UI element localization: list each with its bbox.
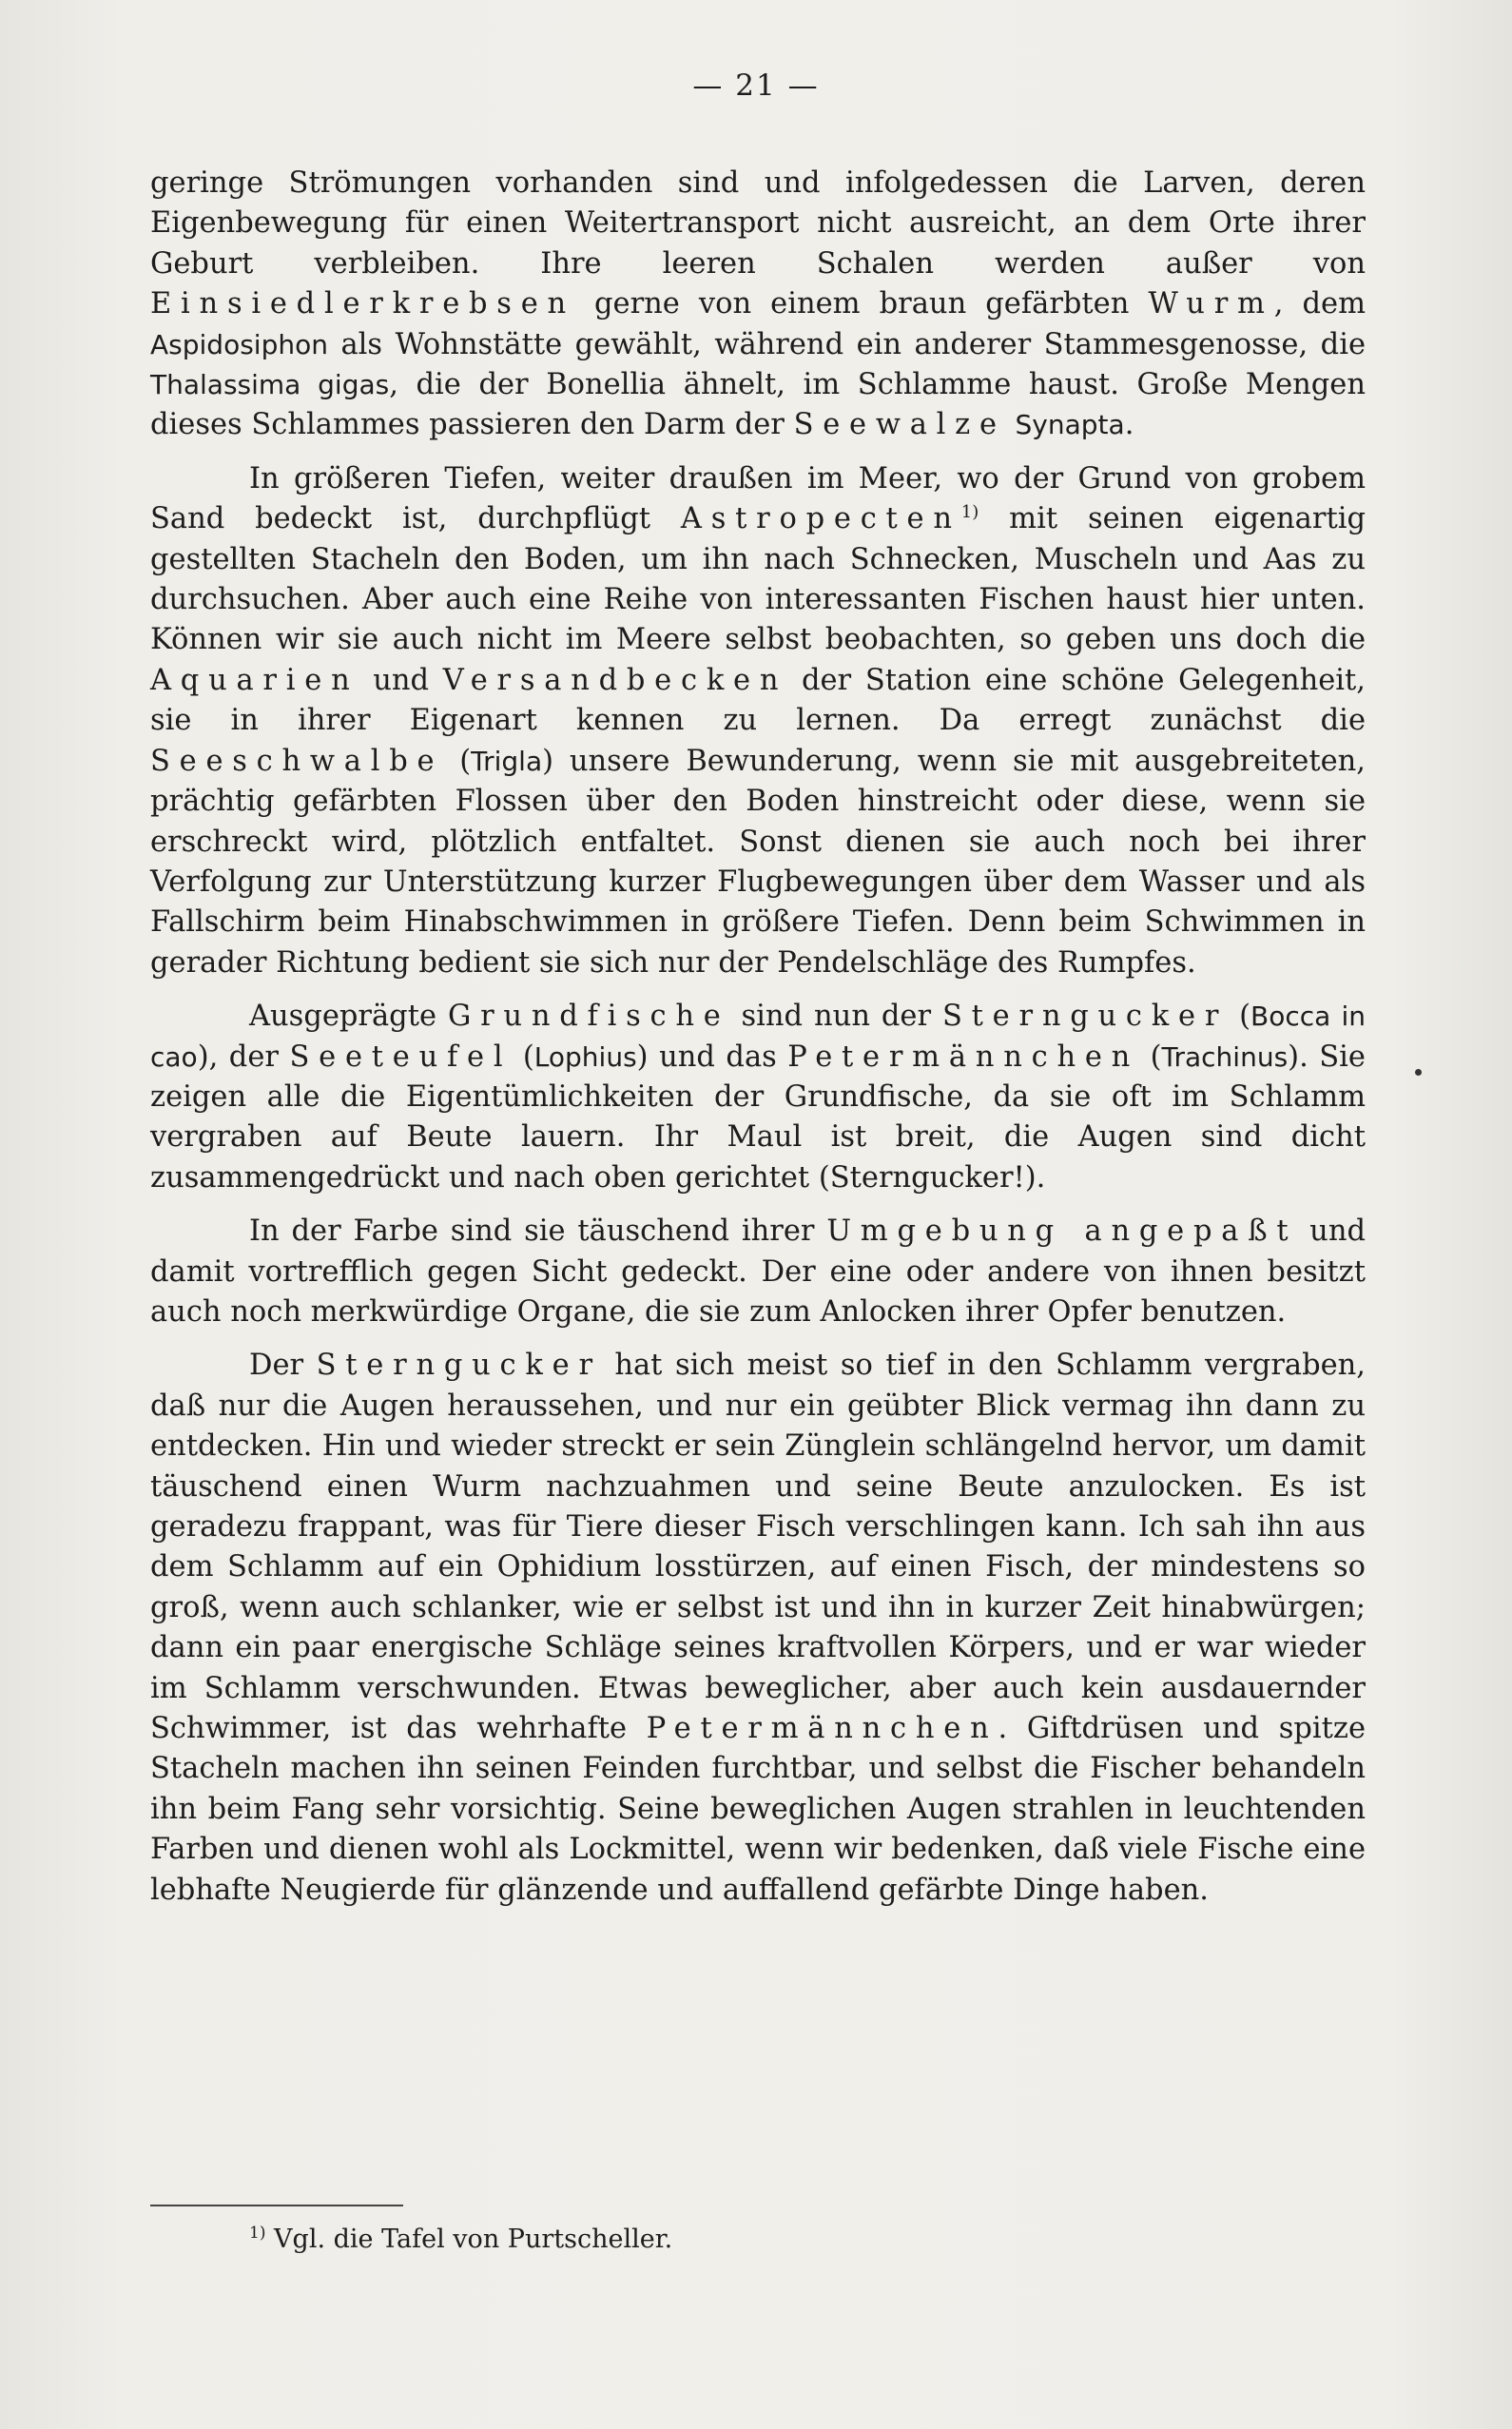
text-run: (	[443, 744, 472, 778]
text-run: hat sich meist so tief in den Schlamm vergraben, daß nur die Augen heraussehen, und nur ein geübter Blick vermag ihn dann zu entdecken. Hin und wieder streckt er sein Zünglein schlängelnd hervor, um damit täuschend einen Wurm nachzuahmen und seine Beute anzulocken. Es ist geradezu frappant, was für Tiere dieser Fisch verschlingen kann. Ich sah ihn aus dem Schlamm auf ein Ophidium losstürzen, auf einen Fisch, der mindestens so groß, wenn auch schlanker, wie er selbst ist und ihn in kurzer Zeit hinabwürgen; dann ein paar energische Schläge seines kraftvollen Körpers, und er war wieder im Schlamm verschwunden. Etwas beweglicher, aber auch kein ausdauernder Schwimmer, ist das wehrhafte	[150, 1349, 1367, 1746]
text-run: In der Farbe sind sie täuschend ihrer	[249, 1214, 827, 1249]
spaced-term: Petermännchen	[787, 1040, 1140, 1074]
spaced-term: Umgebung angepaßt	[826, 1214, 1298, 1249]
text-run: , dem	[1273, 287, 1366, 321]
spaced-term: Seewalze	[793, 408, 1006, 442]
text-run: der Station eine schöne Gelegenheit, sie in ihrer Eigenart kennen zu lernen. Da erregt zunächst die	[150, 663, 1367, 738]
text-run: (	[1139, 1040, 1162, 1074]
footnote-marker: 1)	[249, 2224, 266, 2243]
spaced-term: Petermännchen	[646, 1712, 998, 1746]
text-run: ), der	[197, 1040, 290, 1074]
text-run: mit seinen eigenartig gestellten Stacheln den Boden, um ihn nach Schnecken, Muscheln und Aas zu durchsuchen. Aber auch eine Reihe von interessanten Fischen haust hier unten. Können wir sie auch nicht im Meere selbst beobachten, so geben uns doch die	[150, 502, 1366, 657]
latin-term: Bocca in cao	[150, 1001, 1366, 1073]
latin-term: Thalassima gigas	[150, 369, 390, 401]
spaced-term: Wurm	[1148, 287, 1274, 321]
latin-term: Trigla	[471, 745, 543, 777]
text-run: . Giftdrüsen und spitze Stacheln machen ihn seinen Feinden furchtbar, und selbst die Fischer behandeln ihn beim Fang sehr vorsichtig. Seine beweglichen Augen strahlen in leuchtenden Farben und dienen wohl als Lockmittel, wenn wir bedenken, daß viele Fische eine lebhafte Neugierde für glänzende und auffallend gefärbte Dinge haben.	[150, 1712, 1367, 1907]
text-run: ) unsere Bewunderung, wenn sie mit ausgebreiteten, prächtig gefärbten Flossen über den Boden hinstreicht oder diese, wenn sie erschreckt wird, plötzlich entfaltet. Sonst dienen sie auch noch bei ihrer Verfolgung zur Unterstützung kurzer Flugbewegungen über dem Wasser und als Fallschirm beim Hinabschwimmen in größere Tiefen. Denn beim Schwimmen in gerader Richtung bedient sie sich nur der Pendelschläge des Rumpfes.	[150, 744, 1366, 980]
text-run: ) und das	[636, 1040, 788, 1074]
text-run: und damit vortrefflich gegen Sicht gedeckt. Der eine oder andere von ihnen besitzt auch noch merkwürdige Organe, die sie zum Anlocken ihrer Opfer benutzen.	[150, 1214, 1366, 1329]
text-run: (	[1228, 1000, 1251, 1034]
paragraph	[150, 1346, 1366, 1911]
spaced-term: Sterngucker	[316, 1349, 602, 1383]
paragraph	[150, 164, 1366, 446]
latin-term: Aspidosiphon	[150, 328, 328, 360]
paragraph	[150, 1212, 1366, 1332]
text-run: geringe Strömungen vorhanden sind und infolgedessen die Larven, deren Eigenbewegung für einen Weitertransport nicht ausreicht, an dem Orte ihrer Geburt verbleiben. Ihre leeren Schalen werden außer von	[150, 166, 1366, 281]
text-run: .	[1124, 408, 1134, 442]
print-speck	[1415, 1069, 1422, 1076]
text-run: ). Sie zeigen alle die Eigentümlichkeiten der Grundfische, da sie oft im Schlamm vergraben auf Beute lauern. Ihr Maul ist breit, die Augen sind dicht zusammengedrückt und nach oben gerichtet (Sterngucker!).	[150, 1040, 1366, 1195]
spaced-term: Seeschwalbe	[150, 744, 444, 778]
text-run	[1006, 408, 1016, 441]
text-run: gerne von einem braun gefärbten	[574, 287, 1149, 321]
text-run: (	[512, 1040, 534, 1074]
paragraph	[150, 459, 1366, 983]
text-run: Der	[249, 1349, 317, 1383]
footnote-text: Vgl. die Tafel von Purtscheller.	[274, 2225, 673, 2254]
footnote-ref: 1)	[960, 502, 979, 523]
text-run: In größeren Tiefen, weiter draußen im Meer, wo der Grund von grobem Sand bedeckt ist, durchpflügt	[150, 461, 1366, 536]
text-run: und	[359, 663, 443, 697]
spaced-term: Seeteufel	[289, 1040, 513, 1074]
page-number: — 21 —	[692, 68, 820, 103]
latin-term: Lophius	[533, 1040, 637, 1073]
footnote-rule	[150, 2205, 403, 2206]
text-run: sind nun der	[729, 1000, 943, 1034]
spaced-term: Grundfische	[447, 1000, 730, 1034]
spaced-term: Astropecten	[680, 502, 961, 536]
latin-term: Trachinus	[1161, 1040, 1289, 1073]
text-run: als Wohnstätte gewählt, während ein anderer Stammesgenosse, die	[327, 327, 1366, 361]
body-text	[150, 164, 1366, 1911]
text-run: Ausgeprägte	[249, 1000, 448, 1034]
spaced-term: Einsiedlerkrebsen	[150, 287, 575, 321]
latin-term: Synapta	[1015, 409, 1125, 441]
spaced-term: Aquarien	[150, 663, 359, 697]
footnote	[249, 2223, 672, 2257]
text-run: , die der Bonellia ähnelt, im Schlamme haust. Große Mengen dieses Schlammes passieren den Darm der	[150, 368, 1366, 442]
paragraph	[150, 997, 1366, 1198]
spaced-term: Sterngucker	[942, 1000, 1229, 1034]
spaced-term: Versandbecken	[442, 663, 788, 697]
